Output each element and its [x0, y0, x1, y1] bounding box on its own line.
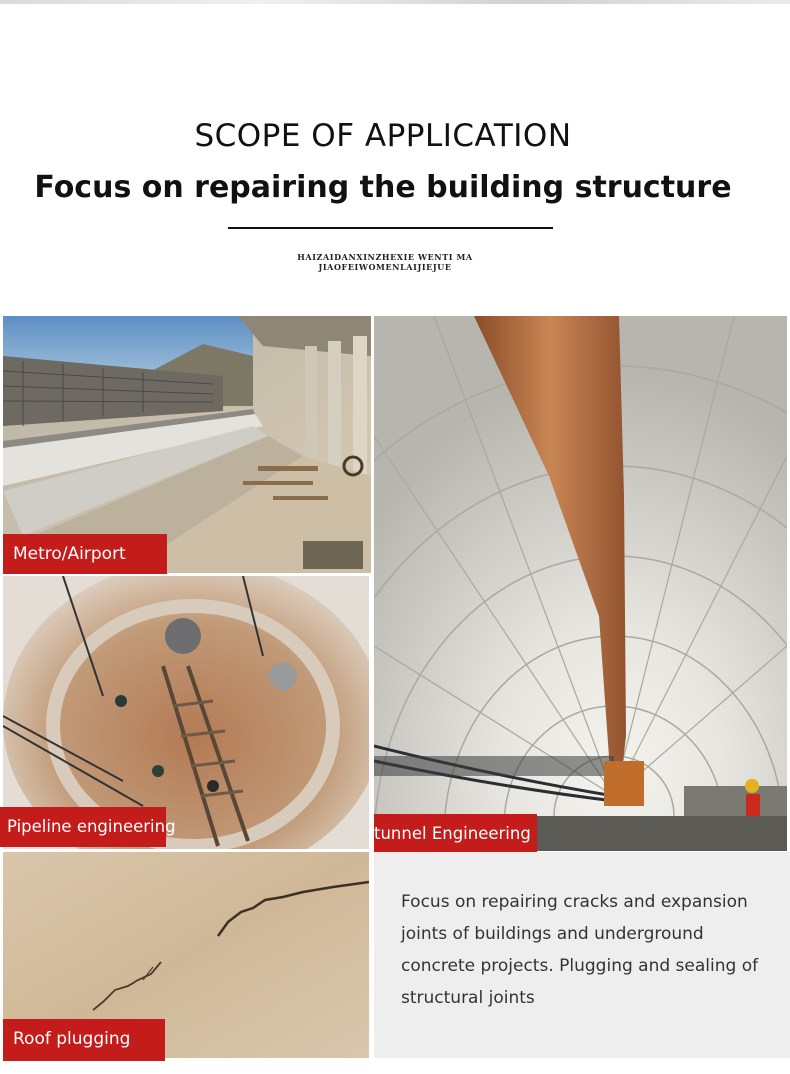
metro-airport-label: Metro/Airport	[3, 534, 167, 574]
description-text: Focus on repairing cracks and expansion joints of buildings and underground concrete projects. Plugging and sealing of structural joints	[401, 892, 759, 1008]
decorative-caption-line-2: JIAOFEIWOMENLAIJIEJUE	[318, 262, 452, 272]
top-banner-strip	[0, 0, 790, 4]
title-divider	[228, 227, 553, 229]
decorative-caption-line-1: HAIZAIDANXINZHEXIE WENTI MA	[297, 252, 473, 262]
pipeline-engineering-label: Pipeline engineering	[0, 807, 166, 847]
description-panel	[374, 852, 790, 1058]
decorative-caption	[0, 252, 770, 272]
tunnel-photo	[374, 316, 787, 851]
tunnel-interior-photo	[374, 316, 787, 851]
roof-plugging-label: Roof plugging	[3, 1019, 165, 1061]
section-subtitle: Focus on repairing the building structure	[34, 170, 732, 205]
section-title: SCOPE OF APPLICATION	[194, 118, 572, 154]
tunnel-engineering-label: tunnel Engineering	[374, 814, 537, 856]
